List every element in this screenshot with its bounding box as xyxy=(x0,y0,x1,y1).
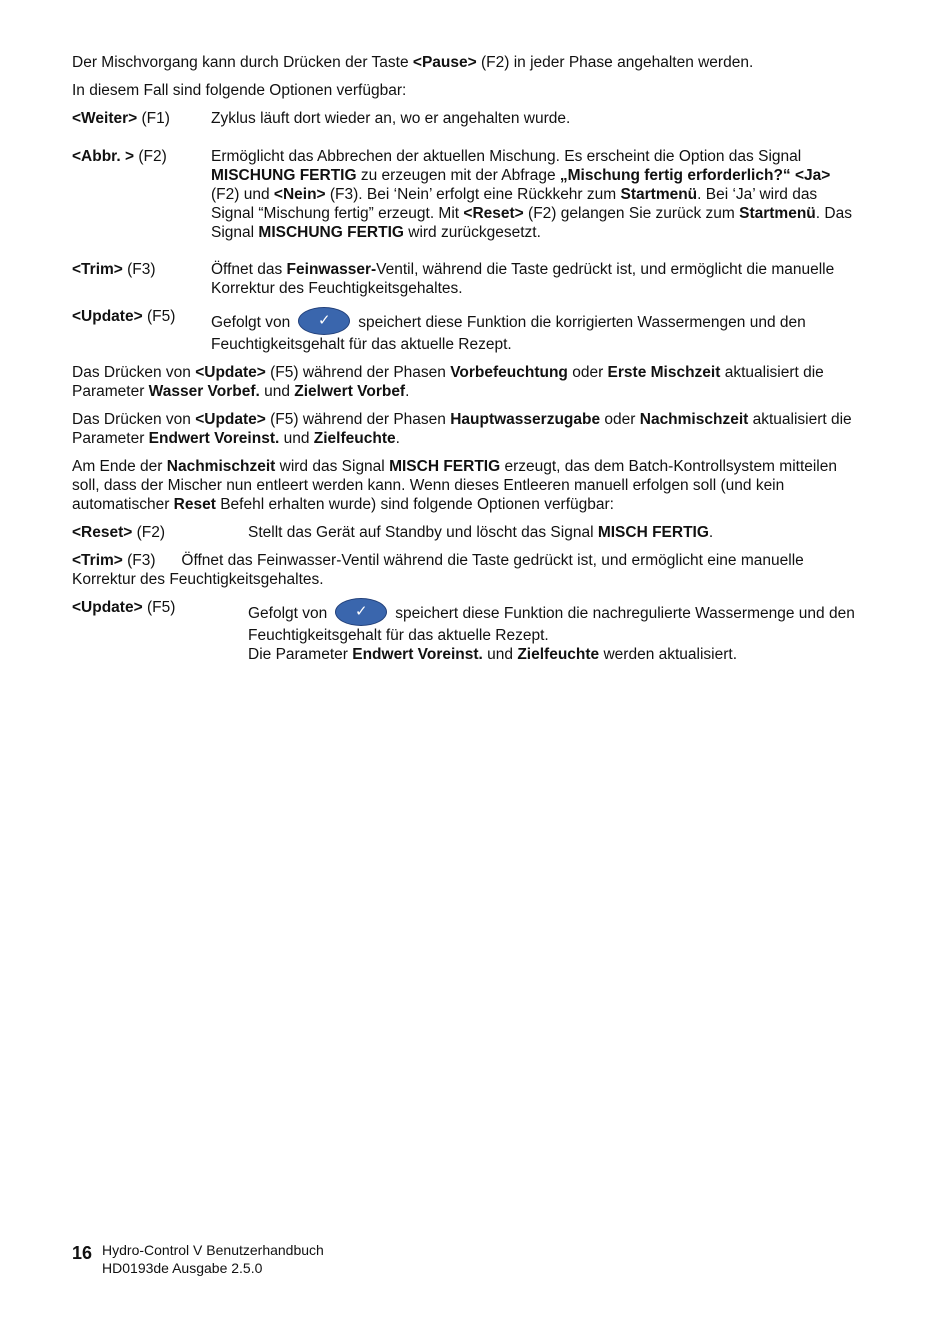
intro-paragraph-pause: Der Mischvorgang kann durch Drücken der Taste <Pause> (F2) in jeder Phase angehalten werden. xyxy=(72,54,754,71)
option-update-key: <Update> (F5) xyxy=(72,308,176,325)
option-trim xyxy=(72,260,862,298)
checkmark-button-icon xyxy=(335,598,387,626)
option-weiter-key: <Weiter> (F1) xyxy=(72,110,170,127)
option-weiter-description: Zyklus läuft dort wieder an, wo er angehalten wurde. xyxy=(211,110,571,127)
paragraph-vorbefeuchtung: Das Drücken von <Update> (F5) während der Phasen Vorbefeuchtung oder Erste Mischzeit aktualisiert die Parameter Wasser Vorbef. und Zielwert Vorbef. xyxy=(72,364,824,400)
option-trim-description: Öffnet das Feinwasser-Ventil, während die Taste gedrückt ist, und ermöglicht die manuelle Korrektur des Feuchtigkeitsgehaltes. xyxy=(211,261,835,297)
option-update-2-description: Gefolgt von ✓ speichert diese Funktion die nachregulierte Wassermenge und den Feuchtigkeitsgehalt für das aktuelle Rezept. Die Parameter Endwert Voreinst. und Zielfeuchte werden aktualisiert. xyxy=(248,598,862,664)
option-reset-description: Stellt das Gerät auf Standby und löscht das Signal MISCH FERTIG. xyxy=(248,524,714,541)
page-body xyxy=(72,53,862,664)
option-reset xyxy=(72,523,862,542)
option-update-description: Gefolgt von ✓ speichert diese Funktion die korrigierten Wassermengen und den Feuchtigkeitsgehalt für das aktuelle Rezept. xyxy=(211,307,862,354)
option-update-2-key: <Update> (F5) xyxy=(72,599,176,616)
footer-edition: HD0193de Ausgabe 2.5.0 xyxy=(102,1260,263,1276)
footer-manual-title: Hydro-Control V Benutzerhandbuch xyxy=(102,1242,324,1258)
option-update-2-note: Die Parameter Endwert Voreinst. und Zielfeuchte werden aktualisiert. xyxy=(248,646,738,663)
option-update-2 xyxy=(72,598,862,664)
paragraph-ende-nachmischzeit: Am Ende der Nachmischzeit wird das Signal MISCH FERTIG erzeugt, das dem Batch-Kontrollsystem mitteilen soll, dass der Mischer nun entleert werden kann. Wenn dieses Entleeren manuell erfolgen soll (und kein automatischer Reset Befehl erhalten wurde) sind folgende Optionen verfügbar: xyxy=(72,458,837,513)
option-abbr-key: <Abbr. > (F2) xyxy=(72,148,167,165)
option-abbr xyxy=(72,147,862,242)
option-weiter xyxy=(72,109,862,128)
option-trim-2-description: Öffnet das Feinwasser-Ventil während die Taste gedrückt ist, und ermöglicht eine manuelle Korrektur des Feuchtigkeitsgehaltes. xyxy=(72,552,804,588)
option-update xyxy=(72,307,862,354)
page-footer xyxy=(72,1241,324,1277)
option-abbr-description: Ermöglicht das Abbrechen der aktuellen Mischung. Es erscheint die Option das Signal MISCHUNG FERTIG zu erzeugen mit der Abfrage „Mischung fertig erforderlich?“ <Ja> (F2) und <Nein> (F3). Bei ‘Nein’ erfolgt eine Rückkehr zum Startmenü. Bei ‘Ja’ wird das Signal “Mischung fertig” erzeugt. Mit <Reset> (F2) gelangen Sie zurück zum Startmenü. Das Signal MISCHUNG FERTIG wird zurückgesetzt. xyxy=(211,148,852,241)
page-number: 16 xyxy=(72,1243,93,1263)
checkmark-icon: ✓ xyxy=(317,311,331,329)
key-pause: <Pause> xyxy=(412,54,477,71)
checkmark-icon: ✓ xyxy=(354,602,368,620)
paragraph-hauptwasserzugabe: Das Drücken von <Update> (F5) während der Phasen Hauptwasserzugabe oder Nachmischzeit aktualisiert die Parameter Endwert Voreinst. und Zielfeuchte. xyxy=(72,411,852,447)
option-trim-key: <Trim> (F3) xyxy=(72,261,156,278)
footer-text xyxy=(102,1241,324,1277)
checkmark-button-icon xyxy=(298,307,350,335)
option-trim-2: <Trim> (F3) Öffnet das Feinwasser-Ventil während die Taste gedrückt ist, und ermöglicht eine manuelle Korrektur des Feuchtigkeitsgehaltes. xyxy=(72,552,804,588)
intro-paragraph-options: In diesem Fall sind folgende Optionen verfügbar: xyxy=(72,82,407,99)
option-reset-key: <Reset> (F2) xyxy=(72,524,166,541)
